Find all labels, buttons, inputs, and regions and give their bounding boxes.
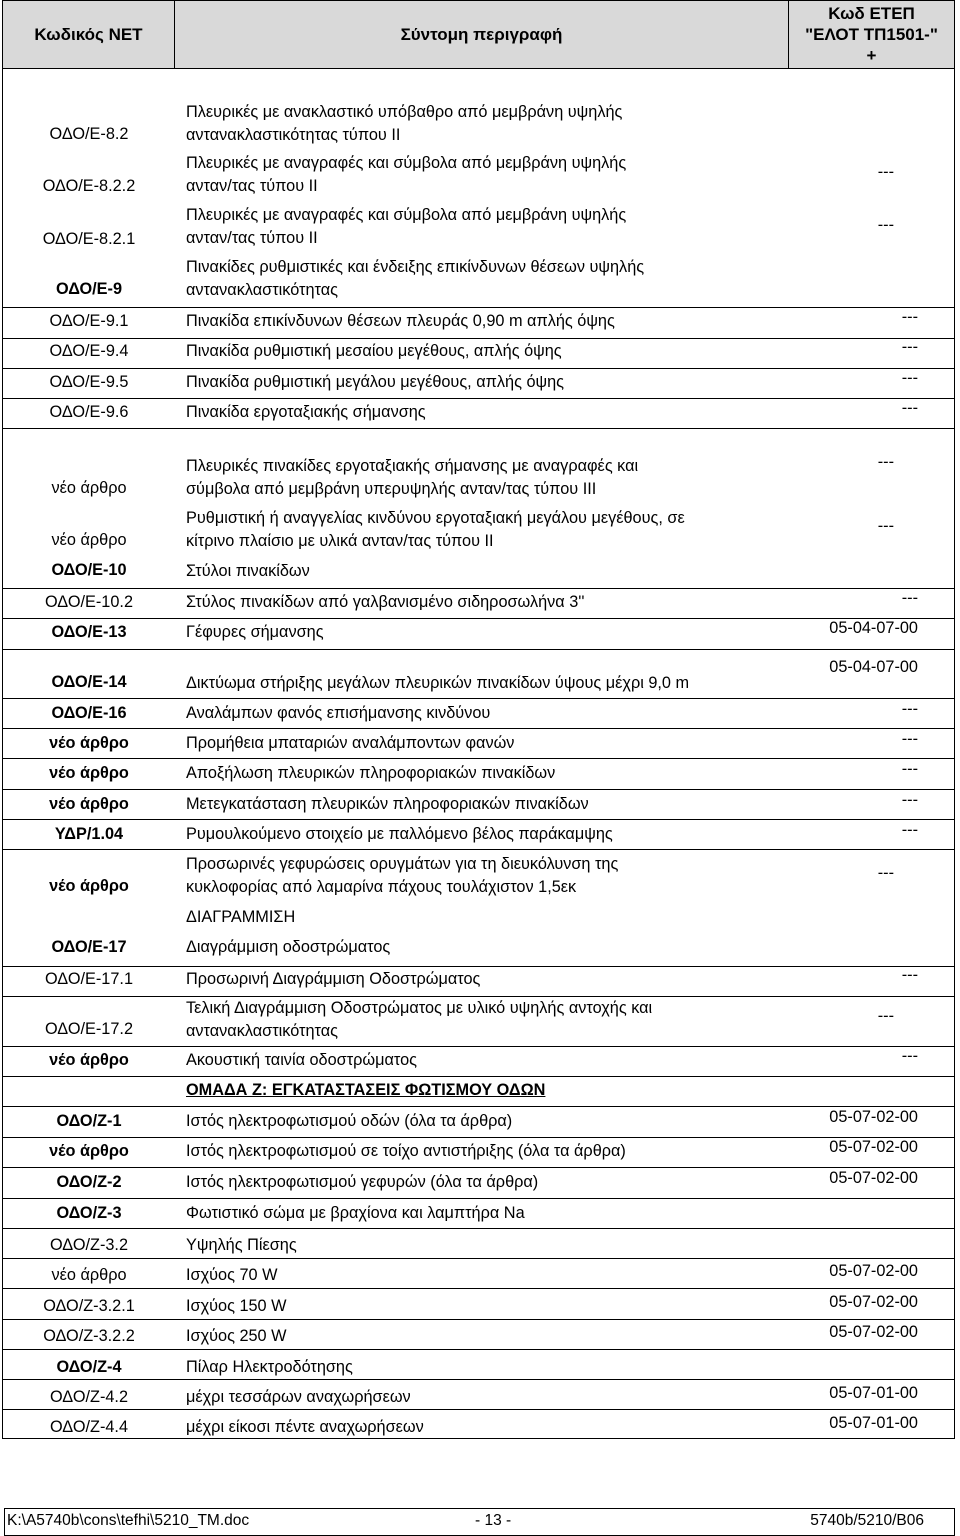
row-code: ΟΔΟ/Ε-9.5 bbox=[49, 373, 129, 391]
row-description: Προσωρινές γεφυρώσεις ορυγμάτων για τη διευκόλυνση της bbox=[186, 855, 619, 873]
row-etep: 05-07-02-00 bbox=[829, 1262, 918, 1280]
row-description: Ακουστική ταινία οδοστρώματος bbox=[186, 1051, 418, 1069]
row-etep: 05-07-01-00 bbox=[829, 1384, 918, 1402]
row-description: Ισχύος 70 W bbox=[186, 1266, 278, 1284]
row-code: νέο άρθρο bbox=[49, 734, 129, 752]
row-etep: 05-04-07-00 bbox=[829, 658, 918, 676]
row-description: Φωτιστικό σώμα με βραχίονα και λαμπτήρα Na bbox=[186, 1204, 525, 1222]
row-code: νέο άρθρο bbox=[49, 1142, 129, 1160]
row-etep: 05-07-02-00 bbox=[829, 1138, 918, 1156]
row-divider bbox=[3, 338, 954, 339]
row-etep: --- bbox=[877, 517, 894, 535]
row-description: Πινακίδα ρυθμιστική μεγάλου μεγέθους, απλής όψης bbox=[186, 373, 565, 391]
row-code: ΟΔΟ/Ε-9.1 bbox=[49, 312, 129, 330]
row-etep: --- bbox=[901, 338, 918, 356]
row-description: μέχρι είκοσι πέντε αναχωρήσεων bbox=[186, 1418, 424, 1436]
row-description: Προσωρινή Διαγράμμιση Οδοστρώματος bbox=[186, 970, 481, 988]
row-code: ΟΔΟ/Ε-17.1 bbox=[44, 970, 133, 988]
row-code: ΟΔΟ/Ζ-4.4 bbox=[49, 1418, 129, 1436]
row-divider bbox=[3, 728, 954, 729]
row-etep: --- bbox=[901, 1047, 918, 1065]
row-description-line2: αντανακλαστικότητας τύπου ΙΙ bbox=[186, 126, 401, 144]
section-title: ΔΙΑΓΡΑΜΜΙΣΗ bbox=[186, 908, 296, 926]
row-divider bbox=[3, 1198, 954, 1199]
row-code: νέο άρθρο bbox=[49, 1051, 129, 1069]
row-etep: --- bbox=[901, 700, 918, 718]
row-etep: --- bbox=[901, 821, 918, 839]
row-description-line2: ανταν/τας τύπου ΙΙ bbox=[186, 177, 318, 195]
row-etep: --- bbox=[877, 1007, 894, 1025]
row-description: Ισχύος 150 W bbox=[186, 1297, 287, 1315]
row-etep: 05-07-02-00 bbox=[829, 1293, 918, 1311]
row-divider bbox=[3, 1319, 954, 1320]
row-code: ΟΔΟ/Ε-8.2 bbox=[49, 125, 129, 143]
row-code: ΟΔΟ/Ε-8.2.1 bbox=[42, 230, 136, 248]
row-description: Ρυμουλκούμενο στοιχείο με παλλόμενο βέλος παράκαμψης bbox=[186, 825, 613, 843]
header-etep-line: + bbox=[866, 46, 877, 65]
row-code: νέο άρθρο bbox=[51, 531, 127, 549]
header-description: Σύντομη περιγραφή bbox=[175, 1, 789, 68]
row-description: μέχρι τεσσάρων αναχωρήσεων bbox=[186, 1388, 411, 1406]
header-etep bbox=[789, 1, 954, 68]
row-code: ΥΔΡ/1.04 bbox=[54, 825, 124, 843]
row-divider bbox=[3, 1137, 954, 1138]
row-code: ΟΔΟ/Ζ-3.2.2 bbox=[43, 1327, 135, 1345]
row-divider bbox=[3, 1076, 954, 1077]
row-divider bbox=[3, 789, 954, 790]
row-description-line2: ανταν/τας τύπου ΙΙ bbox=[186, 229, 318, 247]
row-divider bbox=[3, 1288, 954, 1289]
row-code: ΟΔΟ/Ε-14 bbox=[51, 673, 127, 691]
row-description: Ιστός ηλεκτροφωτισμού γεφυρών (όλα τα άρθρα) bbox=[186, 1173, 539, 1191]
row-etep: --- bbox=[901, 730, 918, 748]
row-etep: --- bbox=[877, 453, 894, 471]
row-code: ΟΔΟ/Ζ-4.2 bbox=[49, 1388, 129, 1406]
row-etep: --- bbox=[901, 791, 918, 809]
row-description: Μετεγκατάσταση πλευρικών πληροφοριακών πινακίδων bbox=[186, 795, 589, 813]
row-description: Τελική Διαγράμμιση Οδοστρώματος με υλικό υψηλής αντοχής και bbox=[186, 999, 653, 1017]
row-etep: 05-07-02-00 bbox=[829, 1169, 918, 1187]
row-code: νέο άρθρο bbox=[49, 877, 129, 895]
row-etep: --- bbox=[877, 216, 894, 234]
header-etep-line: "ΕΛΟΤ ΤΠ1501-" bbox=[805, 25, 938, 44]
footer-reference: 5740b/5210/B06 bbox=[810, 1512, 924, 1529]
row-etep: 05-07-01-00 bbox=[829, 1414, 918, 1432]
row-code: ΟΔΟ/Ε-9 bbox=[55, 280, 122, 298]
row-etep: --- bbox=[901, 308, 918, 326]
row-description: Πινακίδα επικίνδυνων θέσεων πλευράς 0,90 m απλής όψης bbox=[186, 312, 615, 330]
row-description: Πλευρικές με αναγραφές και σύμβολα από μεμβράνη υψηλής bbox=[186, 154, 627, 172]
row-description: Πίλαρ Ηλεκτροδότησης bbox=[186, 1358, 353, 1376]
row-code: ΟΔΟ/Ε-17 bbox=[51, 938, 127, 956]
row-etep: --- bbox=[877, 163, 894, 181]
row-code: ΟΔΟ/Ζ-3.2 bbox=[49, 1236, 129, 1254]
row-divider bbox=[3, 1167, 954, 1168]
footer-page-number: - 13 - bbox=[475, 1512, 512, 1529]
row-code: ΟΔΟ/Ε-10 bbox=[51, 561, 127, 579]
row-code: ΟΔΟ/Ε-13 bbox=[51, 623, 127, 641]
row-divider bbox=[3, 758, 954, 759]
row-description: Γέφυρες σήμανσης bbox=[186, 623, 324, 641]
row-description-line2: κίτρινο πλαίσιο με υλικά ανταν/τας τύπου ΙΙ bbox=[186, 532, 494, 550]
row-description: Πινακίδες ρυθμιστικές και ένδειξης επικίνδυνων θέσεων υψηλής bbox=[186, 258, 645, 276]
row-description: Πλευρικές με ανακλαστικό υπόβαθρο από μεμβράνη υψηλής bbox=[186, 103, 623, 121]
row-etep: 05-07-02-00 bbox=[829, 1323, 918, 1341]
row-description: Αποξήλωση πλευρικών πληροφοριακών πινακίδων bbox=[186, 764, 556, 782]
row-divider bbox=[3, 618, 954, 619]
row-description-line2: αντανακλαστικότητας bbox=[186, 281, 338, 299]
row-code: νέο άρθρο bbox=[51, 1266, 127, 1284]
row-divider bbox=[3, 1379, 954, 1380]
row-etep: --- bbox=[901, 589, 918, 607]
table-header bbox=[3, 1, 954, 69]
row-code: ΟΔΟ/Ε-17.2 bbox=[44, 1020, 133, 1038]
row-code: ΟΔΟ/Ζ-1 bbox=[56, 1112, 122, 1130]
row-etep: --- bbox=[901, 760, 918, 778]
row-etep: --- bbox=[901, 369, 918, 387]
row-code: ΟΔΟ/Ζ-3 bbox=[56, 1204, 122, 1222]
row-description: Ιστός ηλεκτροφωτισμού οδών (όλα τα άρθρα) bbox=[186, 1112, 513, 1130]
row-description-line2: σύμβολα από μεμβράνη υπερυψηλής ανταν/τας τύπου ΙΙΙ bbox=[186, 480, 597, 498]
row-code: νέο άρθρο bbox=[49, 764, 129, 782]
row-description: Αναλάμπων φανός επισήμανσης κινδύνου bbox=[186, 704, 491, 722]
row-description: Δικτύωμα στήριξης μεγάλων πλευρικών πινακίδων ύψους μέχρι 9,0 m bbox=[186, 674, 690, 692]
row-etep: 05-04-07-00 bbox=[829, 619, 918, 637]
section-title: ΟΜΑΔΑ Ζ: ΕΓΚΑΤΑΣΤΑΣΕΙΣ ΦΩΤΙΣΜΟΥ ΟΔΩΝ bbox=[186, 1081, 546, 1099]
row-divider bbox=[3, 698, 954, 699]
row-code: ΟΔΟ/Ε-8.2.2 bbox=[42, 177, 136, 195]
row-description: Πλευρικές με αναγραφές και σύμβολα από μεμβράνη υψηλής bbox=[186, 206, 627, 224]
row-divider bbox=[3, 588, 954, 589]
row-code: νέο άρθρο bbox=[51, 479, 127, 497]
footer-file-path: K:\A5740b\cons\tefhi\5210_TM.doc bbox=[7, 1512, 250, 1529]
row-divider bbox=[3, 1258, 954, 1259]
header-etep-line: Κωδ ΕΤΕΠ bbox=[828, 4, 915, 23]
row-divider bbox=[3, 1046, 954, 1047]
row-divider bbox=[3, 649, 954, 650]
row-divider bbox=[3, 398, 954, 399]
row-divider bbox=[3, 368, 954, 369]
row-code: ΟΔΟ/Ζ-2 bbox=[56, 1173, 122, 1191]
row-code: ΟΔΟ/Ε-10.2 bbox=[44, 593, 133, 611]
row-code: ΟΔΟ/Ζ-3.2.1 bbox=[43, 1297, 135, 1315]
row-divider bbox=[3, 1349, 954, 1350]
row-divider bbox=[3, 966, 954, 967]
row-code: ΟΔΟ/Ε-9.4 bbox=[49, 342, 129, 360]
row-description-line2: αντανακλαστικότητας bbox=[186, 1022, 338, 1040]
row-description: Στύλος πινακίδων από γαλβανισμένο σιδηροσωλήνα 3'' bbox=[186, 593, 585, 611]
row-description: Διαγράμμιση οδοστρώματος bbox=[186, 938, 391, 956]
items-table bbox=[2, 0, 955, 1439]
row-description: Υψηλής Πίεσης bbox=[186, 1236, 297, 1254]
row-divider bbox=[3, 1106, 954, 1107]
row-description: Στύλοι πινακίδων bbox=[186, 562, 310, 580]
row-description: Πλευρικές πινακίδες εργοταξιακής σήμανσης με αναγραφές και bbox=[186, 457, 639, 475]
header-code: Κωδικός ΝΕΤ bbox=[3, 1, 175, 68]
row-divider bbox=[3, 1409, 954, 1410]
row-etep: --- bbox=[901, 966, 918, 984]
row-divider bbox=[3, 428, 954, 429]
row-description-line2: κυκλοφορίας από λαμαρίνα πάχους τουλάχιστον 1,5εκ bbox=[186, 878, 577, 896]
row-code: νέο άρθρο bbox=[49, 795, 129, 813]
row-description: Ισχύος 250 W bbox=[186, 1327, 287, 1345]
row-description: Ιστός ηλεκτροφωτισμού σε τοίχο αντιστήριξης (όλα τα άρθρα) bbox=[186, 1142, 626, 1160]
row-description: Πινακίδα εργοταξιακής σήμανσης bbox=[186, 403, 426, 421]
row-description: Προμήθεια μπαταριών αναλάμποντων φανών bbox=[186, 734, 515, 752]
row-etep: --- bbox=[901, 399, 918, 417]
row-divider bbox=[3, 307, 954, 308]
row-description: Ρυθμιστική ή αναγγελίας κινδύνου εργοταξιακή μεγάλου μεγέθους, σε bbox=[186, 509, 685, 527]
row-divider bbox=[3, 819, 954, 820]
row-code: ΟΔΟ/Ε-9.6 bbox=[49, 403, 129, 421]
row-code: ΟΔΟ/Ζ-4 bbox=[56, 1358, 122, 1376]
row-code: ΟΔΟ/Ε-16 bbox=[51, 704, 127, 722]
row-etep: --- bbox=[877, 864, 894, 882]
row-etep: 05-07-02-00 bbox=[829, 1108, 918, 1126]
row-divider bbox=[3, 849, 954, 850]
row-divider bbox=[3, 1228, 954, 1229]
row-description: Πινακίδα ρυθμιστική μεσαίου μεγέθους, απλής όψης bbox=[186, 342, 562, 360]
